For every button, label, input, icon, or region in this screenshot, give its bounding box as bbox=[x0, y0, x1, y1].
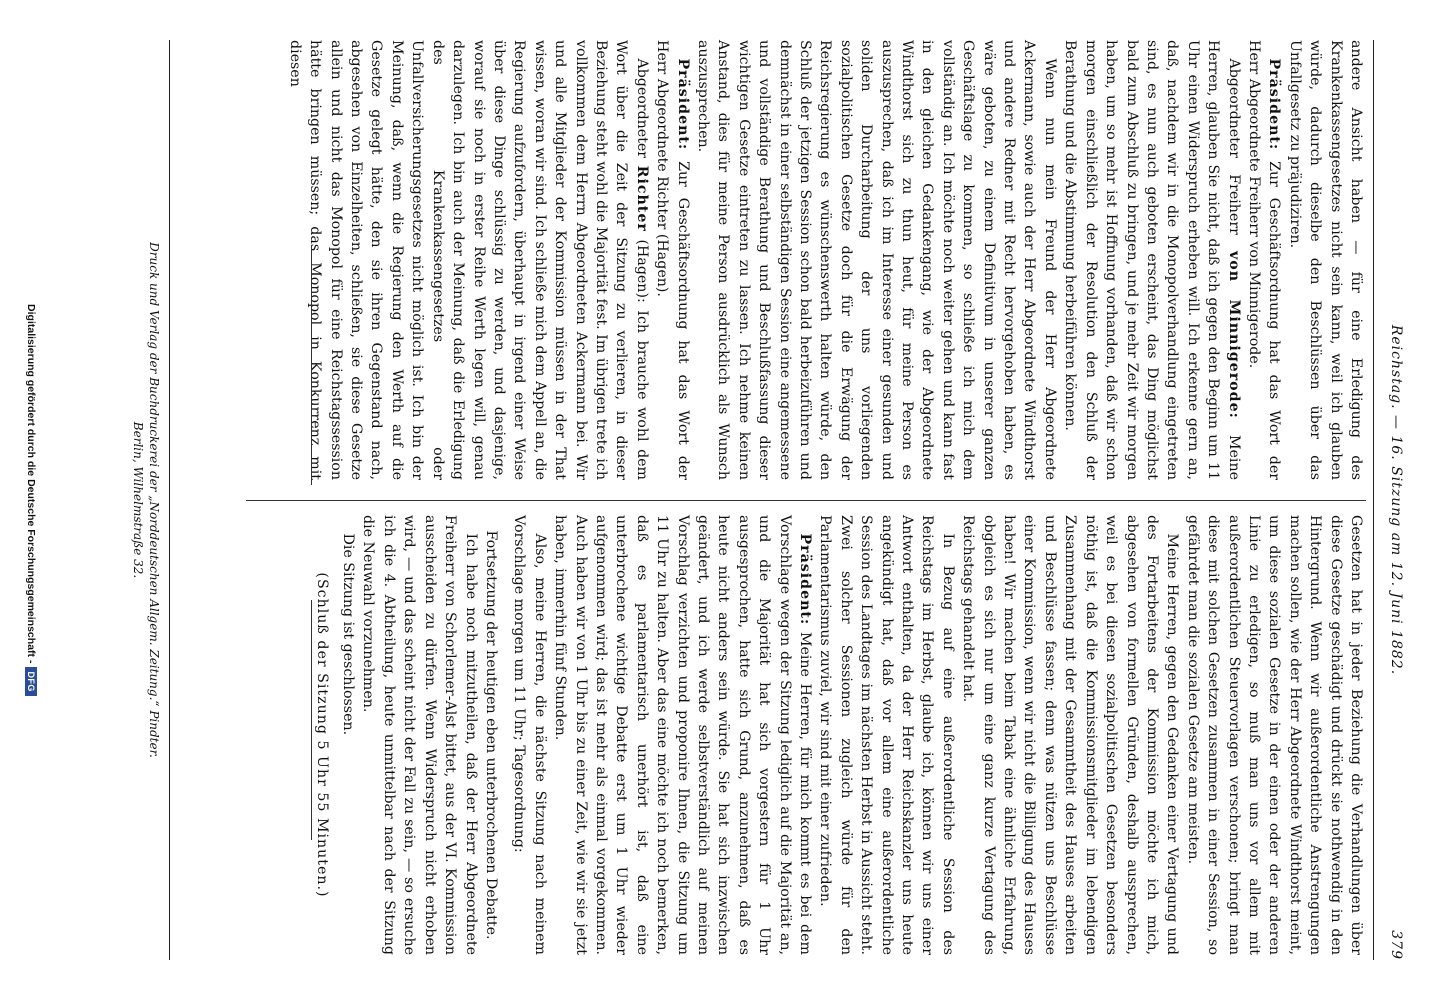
paragraph: In Bezug auf eine außerordentliche Session des Reichstags im Herbst, glaube ich, können wir uns einer Antwort enthalten, da der Herr Reichskanzler uns heute angekündigt hat, daß vor allem eine außerordentliche Session des Landtages im nächsten Herbst in Aussicht steht. Zwei solcher Sessionen zugleich würde für den Parlamentarismus zuviel, wir sind mit einer zufrieden. bbox=[817, 515, 956, 955]
speech-text: Meine Herren, für mich kommt es bei dem Vorschlage wegen der Sitzung lediglich auf die Majorität an, und die Majorität hat sich vorgestern für 1 Uhr ausgesprochen, hatte sich Grund, anzunehmen, daß es heute nicht anders sein würde. Sie hat sich inzwischen geändert, und ich werde selbstverständlich auf meinen Vorschlag verzichten und proponire Ihnen, die Sitzung um 11 Uhr zu halten. Aber das eine möchte ich noch bemerken, daß es parlamentarisch unerhört ist, daß eine unterbrochene wichtige Debatte erst um 1 Uhr wieder aufgenommen wird; das ist mehr als einmal vorgekommen. Auch haben wir von 1 Uhr bis zu einer Zeit, wie wir sie jetzt haben, immerhin fünf Stunden. bbox=[552, 515, 814, 955]
attribution-text: Digitalisierung gefördert durch die Deutsche Forschungsgemeinschaft - bbox=[25, 304, 37, 664]
paragraph: Also, meine Herren, die nächste Sitzung nach meinem Vorschlage morgen um 11 Uhr; Tagesordnung: bbox=[511, 515, 548, 955]
left-column bbox=[284, 40, 1366, 480]
running-header bbox=[1380, 40, 1410, 960]
column-divider bbox=[246, 500, 1366, 501]
right-column bbox=[311, 515, 1366, 955]
paragraph: Ich habe noch mitzutheilen, daß der Herr Abgeordnete Freiherr von Schorlemer-Alst bittet, aus der VI. Kommission ausscheiden zu dürfen. Wenn Widerspruch nicht erhoben wird, — und das scheint nicht der Fall zu sein, — so ersuche ich die 4. Abtheilung, heute unmittelbar nach der Sitzung die Neuwahl vorzunehmen. bbox=[360, 515, 479, 955]
speaker-intro: Abgeordneter Freiherr bbox=[1225, 58, 1242, 252]
paragraph: Gesetzen hat in jeder Beziehung die Verhandlungen über diese Gesetze geschädigt und drückt sie nothwendig in den Hintergrund. Wenn wir außerordentliche Anstrengungen machen sollen, wie der Herr Abgeordnete Windthorst meint, um diese sozialen Gesetze in der einen oder der anderen Linie zu erledigen, so muß man uns vor allem mit außerordentlichen Steuervorlagen verschonen; bringt man diese mit solchen Gesetzen zusammen in einer Session, so gefährdet man die sozialen Gesetze am meisten. bbox=[1184, 515, 1364, 955]
paragraph: Die Sitzung ist geschlossen. bbox=[340, 533, 357, 736]
paragraph bbox=[1060, 40, 1244, 480]
paragraph: andere Ansicht haben — für eine Erledigung des Krankenkassengesetzes nicht sein kann, weil ich glauben würde, dadurch dieselbe den Beschlüssen über das Unfallgesetz zu präjudiziren. bbox=[1286, 40, 1364, 480]
speech-text: (Hagen): Ich brauche wohl dem Wort über die Zeit der Sitzung zu verlieren, in dieser Beziehung steht wohl die Majorität fest. Im übrigen trete ich vollkommen dem Herrn Abgeordneten Ackermann bei. Wir und alle Mitglieder der Kommission müssen in der That wissen, woran wir sind. Ich schließe mich dem Appell an, die Regierung aufzufordern, überhaupt in irgend einer Weise über diese Dinge schlüssig zu werden, und dasjenige, worauf sie noch in erster Reihe Werth legen will, genau darzulegen. Ich bin auch der Meinung, daß die Erledigung des Krankenkassengesetzes oder Unfallversicherungsgesetzes nicht möglich ist. Ich bin der Meinung, daß, wenn die Regierung den Werth auf die Gesetze gelegt hätte, den sie ihren Gegenstand nach, abgesehen von Einzelheiten, schließen, sie diese Gesetze allein und nicht das Monopol für eine Reichstagssession hätte bringen müssen; das Monopol in Konkurrenz mit diesen bbox=[286, 40, 650, 481]
speaker-name: Präsident: bbox=[1266, 58, 1283, 151]
imprint bbox=[130, 40, 162, 960]
digitization-attribution bbox=[25, 10, 37, 990]
speaker-name: Richter bbox=[633, 165, 650, 232]
paragraph: Wenn nun mein Freund der Herr Abgeordnete Ackermann, sowie auch der Herr Abgeordnete Windthorst und andere Redner mit Recht hervorgehoben haben, es wäre geboten, zu einem Definitivum in unserer ganzen Geschäftslage zu kommen, so schließe ich mich dem vollständig an. Ich möchte noch weiter gehen und kann fast in den gleichen Gedankengang, wie der Abgeordnete Windthorst sich zu thun heut, für meine Person es auszusprechen, daß ich im Interesse einer gesunden und soliden Durcharbeitung der uns vorliegenden sozialpolitischen Gesetze doch für die Erwägung der Reichsregierung es wünschenswerth halten würde, den Schluß der jetzigen Session schon bald herbeizuführen und demnächst in einer selbständigen Session eine angemessene und vollständige Berathung und Beschlußfassung dieser wichtigen Gesetze eintreten zu lassen. Ich nehme keinen Anstand, dies für meine Person ausdrücklich als Wunsch auszusprechen. bbox=[695, 40, 1058, 480]
speaker-intro: Abgeordneter bbox=[633, 58, 650, 166]
speech-text: Meine Herren, glauben Sie nicht, daß ich gegen den Beginn um 11 Uhr einen Widerspruch erheben will. Ich erkenne gern an, daß, nachdem wir in die Monopolverhandlung eingetreten sind, es nun auch geboten erscheint, das Ding möglichst bald zum Abschluß zu bringen, und je mehr Zeit wir morgen haben, um so mehr ist Hoffnung vorhanden, daß wir schon morgen einschließlich der Resolution den Schluß der Berathung und die Abstimmung herbeiführen können. bbox=[1062, 40, 1242, 480]
imprint-address: Berlin, Wilhelmstraße 32. bbox=[131, 421, 145, 579]
page-number: 379 bbox=[1388, 930, 1404, 960]
end-rule-left bbox=[311, 245, 312, 485]
paragraph bbox=[1244, 40, 1285, 480]
paragraph bbox=[284, 40, 651, 480]
end-rule-right bbox=[311, 600, 312, 840]
footer-rule bbox=[169, 40, 170, 960]
speech-text: Zur Geschäftsordnung hat das Wort der Herr Abgeordnete Richter (Hagen). bbox=[654, 40, 691, 480]
speech-text: Zur Geschäftsordnung hat das Wort der Herr Abgeordnete Freiherr von Minnigerode. bbox=[1245, 40, 1283, 480]
page-title: Reichstag. — 16. Sitzung am 12. Juni 1882. bbox=[1388, 324, 1404, 676]
header-rule bbox=[1373, 40, 1374, 960]
speaker-name: von Minnigerode: bbox=[1225, 251, 1242, 419]
paragraph bbox=[550, 515, 815, 955]
speaker-name: Präsident: bbox=[797, 533, 814, 626]
dfg-logo: DFG bbox=[25, 667, 37, 696]
speaker-name: Präsident: bbox=[674, 58, 691, 151]
paragraph: Meine Herren, gegen den Gedanken einer Vertagung und des Fortarbeitens der Kommission möchte ich mich, abgesehen von formellen Gründen, deshalb aussprechen, weil es bei diesen sozialpolitischen Gesetzen besonders nöthig ist, daß die Kommissionsmitglieder im lebendigen Zusammenhang mit der Gesammtheit des Hauses arbeiten und Beschlüsse fassen; denn was nützen uns Beschlüsse einer Kommission, wenn wir nicht die Billigung des Hauses haben! Wir machen beim Tabak eine ähnliche Erfahrung, obgleich es sich nur um eine ganz kurze Vertagung des Reichstags gehandelt hat. bbox=[960, 515, 1181, 955]
imprint-printer: Druck und Verlag der Buchdruckerei der „Norddeutschen Allgem. Zeitung.“ Pindter. bbox=[147, 242, 161, 758]
paragraph bbox=[652, 40, 693, 480]
closing-note: (Schluß der Sitzung 5 Uhr 55 Minuten.) bbox=[313, 572, 330, 898]
agenda-item: Fortsetzung der heutigen eben unterbrochenen Debatte. bbox=[482, 530, 499, 940]
